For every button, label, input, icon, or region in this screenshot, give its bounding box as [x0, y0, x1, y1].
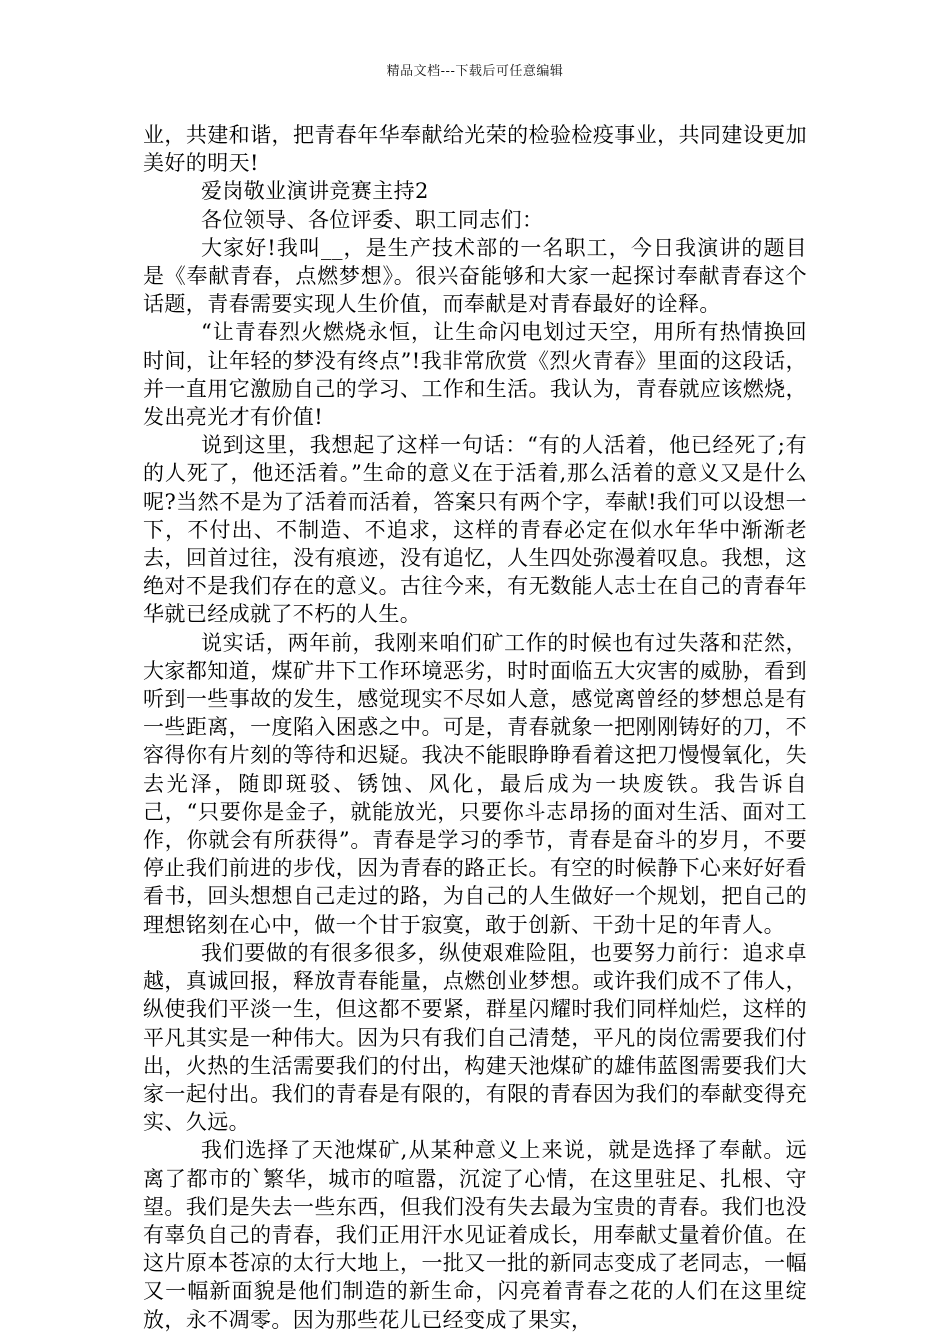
paragraph: “让青春烈火燃烧永恒，让生命闪电划过天空，用所有热情换回时间，让年轻的梦没有终点”!我非常欣赏《烈火青春》里面的这段话，并一直用它激励自己的学习、工作和生活。我认为，青春就应该燃烧，发出亮光才有价值!: [143, 320, 807, 430]
paragraph: 我们要做的有很多很多，纵使艰难险阻，也要努力前行：追求卓越，真诚回报，释放青春能量，点燃创业梦想。或许我们成不了伟人，纵使我们平淡一生，但这都不要紧，群星闪耀时我们同样灿烂，这样的平凡其实是一种伟大。因为只有我们自己清楚，平凡的岗位需要我们付出，火热的生活需要我们的付出，构建天池煤矿的雄伟蓝图需要我们大家一起付出。我们的青春是有限的，有限的青春因为我们的奉献变得充实、久远。: [143, 940, 807, 1135]
paragraph: 说实话，两年前，我刚来咱们矿工作的时候也有过失落和茫然，大家都知道，煤矿井下工作环境恶劣，时时面临五大灾害的威胁，看到听到一些事故的发生，感觉现实不尽如人意，感觉离曾经的梦想总是有一些距离，一度陷入困惑之中。可是，青春就象一把刚刚铸好的刀，不容得你有片刻的等待和迟疑。我决不能眼睁睁看着这把刀慢慢氧化，失去光泽，随即斑驳、锈蚀、风化，最后成为一块废铁。我告诉自己，“只要你是金子，就能放光，只要你斗志昂扬的面对生活、面对工作，你就会有所获得”。青春是学习的季节，青春是奋斗的岁月，不要停止我们前进的步伐，因为青春的路正长。有空的时候静下心来好好看看书，回头想想自己走过的路，为自己的人生做好一个规划，把自己的理想铭刻在心中，做一个甘于寂寞，敢于创新、干劲十足的年青人。: [143, 630, 807, 937]
paragraph: 我们选择了天池煤矿,从某种意义上来说，就是选择了奉献。远离了都市的`繁华，城市的喧嚣，沉淀了心情，在这里驻足、扎根、守望。我们是失去一些东西，但我们没有失去最为宝贵的青春。我们也没有辜负自己的青春，我们正用汗水见证着成长，用奉献丈量着价值。在这片原本苍凉的太行大地上，一批又一批的新同志变成了老同志，一幅又一幅新面貌是他们制造的新生命，闪亮着青春之花的人们在这里绽放，永不凋零。因为那些花儿已经变成了果实，: [143, 1138, 807, 1332]
paragraph: 大家好!我叫__，是生产技术部的一名职工，今日我演讲的题目是《奉献青春，点燃梦想》。很兴奋能够和大家一起探讨奉献青春这个话题，青春需要实现人生价值，而奉献是对青春最好的诠释。: [143, 235, 807, 317]
paragraph: 说到这里，我想起了这样一句话：“有的人活着，他已经死了;有的人死了，他还活着。”生命的意义在于活着,那么活着的意义又是什么呢?当然不是为了活着而活着，答案只有两个字，奉献!我们可以设想一下，不付出、不制造、不追求，这样的青春必定在似水年华中渐渐老去，回首过往，没有痕迹，没有追忆，人生四处弥漫着叹息。我想，这绝对不是我们存在的意义。古往今来，有无数能人志士在自己的青春年华就已经成就了不朽的人生。: [143, 433, 807, 627]
page-header: 精品文档---下载后可任意编辑: [386, 64, 564, 79]
section-title: 爱岗敬业演讲竞赛主持2: [201, 179, 429, 204]
paragraph-continuation: 业，共建和谐，把青春年华奉献给光荣的检验检疫事业，共同建设更加美好的明天!: [143, 123, 807, 176]
salutation: 各位领导、各位评委、职工同志们：: [201, 207, 544, 232]
document-body: [143, 121, 807, 1334]
